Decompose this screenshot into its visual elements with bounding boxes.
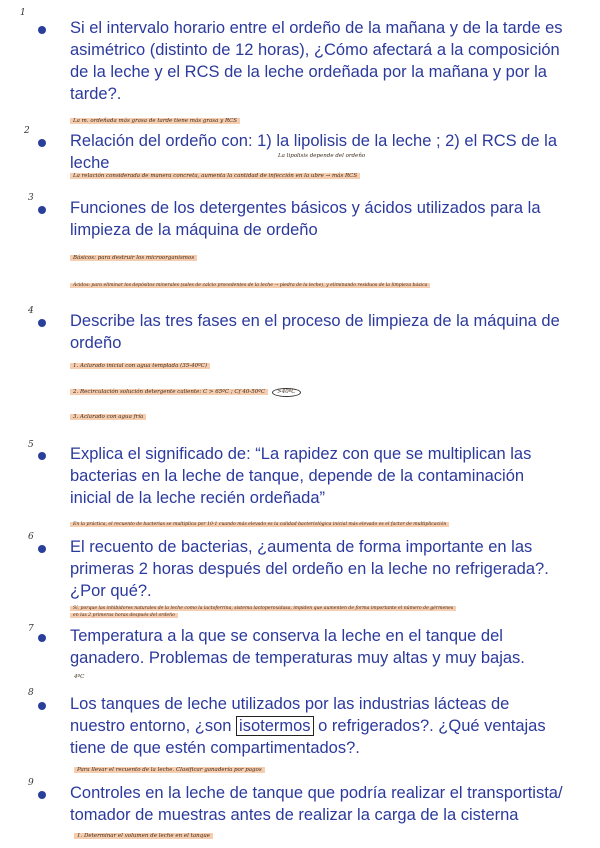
bullet-icon [38,452,46,460]
boxed-word: isotermos [236,716,314,736]
question-4: Describe las tres fases en el proceso de limpieza de la máquina de ordeño [70,312,560,352]
answer-note: La lipolisis depende del ordeño [278,153,366,159]
item-number: 2 [24,126,30,136]
answer-note: 2. Recirculación solución detergente caliente: C > 65ºC ; Cf 40-50ºC >40ºC [70,388,301,397]
item-number: 9 [28,778,34,788]
bullet-icon [38,26,46,34]
answer-note: En la práctica, el recuento de bacterias se multiplica por 10-1 cuando más elevado es la calidad bacteriológica inicial más elevado es el factor de multiplicación [70,521,449,528]
question-2: Relación del ordeño con: 1) la lipolisis de la leche ; 2) el RCS de la leche [70,132,558,172]
bullet-icon [38,139,46,147]
question-7: Temperatura a la que se conserva la leche en el tanque del ganadero. Problemas de temperaturas muy altas y muy bajas. [70,627,525,667]
answer-note: 3. Aclarado con agua fría [70,414,146,421]
answer-note: en las 2 primeras horas después del ordeño [70,612,178,619]
bullet-icon [38,319,46,327]
bullet-icon [38,634,46,642]
bullet-icon [38,791,46,799]
bullet-icon [38,702,46,710]
answer-note: 1. Determinar el volumen de leche en el tanque [74,833,213,840]
question-5: Explica el significado de: “La rapidez con que se multiplican las bacterias en la leche de tanque, depende de la contaminación inicial de la leche recién ordeñada” [70,445,532,507]
question-3: Funciones de los detergentes básicos y ácidos utilizados para la limpieza de la máquina de ordeño [70,199,541,239]
answer-note: Para llevar el recuento de la leche. Clasificar ganadería por pagos [74,767,265,774]
item-number: 7 [28,624,34,634]
question-8: Los tanques de leche utilizados por las industrias lácteas de nuestro entorno, ¿son isotermos o refrigerados?. ¿Qué ventajas tiene de que estén compartimentados?. [70,695,546,757]
answer-note: Básicos: para destruir los microorganismos [70,255,197,262]
bullet-icon [38,206,46,214]
question-6: El recuento de bacterias, ¿aumenta de forma importante en las primeras 2 horas después del ordeño en la leche no refrigerada?. ¿Por qué?. [70,538,549,600]
answer-note: La m. ordeñada más grasa de tarde tiene más grasa y RCS [70,118,240,125]
item-number: 8 [28,688,34,698]
item-number: 3 [28,193,34,203]
item-number: 4 [28,306,34,316]
item-number: 6 [28,532,34,542]
question-9: Controles en la leche de tanque que podría realizar el transportista/ tomador de muestras antes de realizar la carga de la cisterna [70,784,563,824]
question-1: Si el intervalo horario entre el ordeño de la mañana y de la tarde es asimétrico (distinto de 12 horas), ¿Cómo afectará a la composición de la leche y el RCS de la leche ordeñada por la mañana y por la tarde?. [70,19,563,103]
item-number: 1 [20,8,26,18]
answer-note: 4ºC [74,674,85,680]
answer-note: 1. Aclarado inicial con agua templada (35-40ºC) [70,363,210,370]
bullet-icon [38,545,46,553]
answer-note: Sí, porque las inhibidores naturales de la leche como la lactoferrina, sistema lactoperoxidasa, impiden que aumenten de forma importante el número de gérmenes [70,605,456,612]
answer-note: Ácidos: para eliminar los depósitos minerales (sales de calcio procedentes de la leche → piedra de la leche), y eliminando residuos de la limpieza básica [70,282,430,289]
answer-note: La relación considerada de manera concreta, aumenta la cantidad de infección en la ubre → más RCS [70,173,360,180]
item-number: 5 [28,440,34,450]
